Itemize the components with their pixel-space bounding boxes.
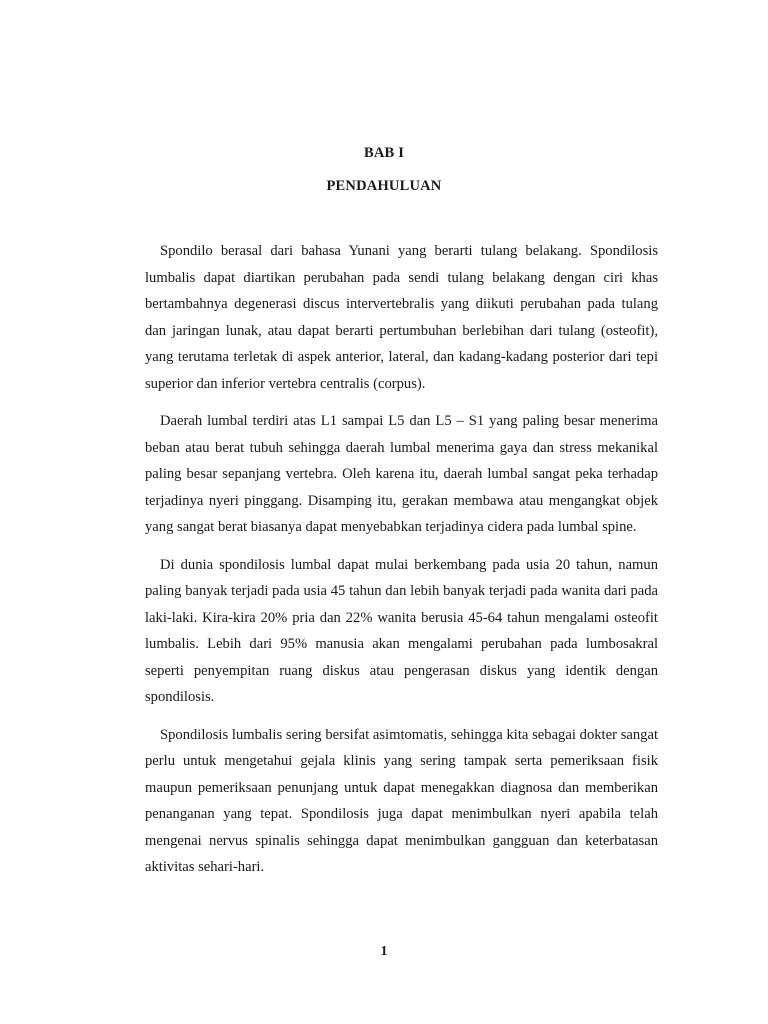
paragraph-4: Spondilosis lumbalis sering bersifat asimtomatis, sehingga kita sebagai dokter sangat perlu untuk mengetahui gejala klinis yang sering tampak serta pemeriksaan fisik maupun pemeriksaan penunjang untuk dapat menegakkan diagnosa dan memberikan penanganan yang tepat. Spondilosis juga dapat menimbulkan nyeri apabila telah mengenai nervus spinalis sehingga dapat menimbulkan gangguan dan keterbatasan aktivitas sehari-hari. <box>145 726 658 875</box>
paragraph-3: Di dunia spondilosis lumbal dapat mulai berkembang pada usia 20 tahun, namun paling banyak terjadi pada usia 45 tahun dan lebih banyak terjadi pada wanita dari pada laki-laki. Kira-kira 20% pria dan 22% wanita berusia 45-64 tahun mengalami osteofit lumbalis. Lebih dari 95% manusia akan mengalami perubahan pada lumbosakral seperti penyempitan ruang diskus atau pengerasan diskus yang identik dengan spondilosis. <box>145 556 658 705</box>
chapter-title: PENDAHULUAN <box>326 178 442 194</box>
page-number: 1 <box>380 944 388 959</box>
chapter-heading: BAB I <box>363 145 405 161</box>
paragraph-2: Daerah lumbal terdiri atas L1 sampai L5 dan L5 – S1 yang paling besar menerima beban atau berat tubuh sehingga daerah lumbal menerima gaya dan stress mekanikal paling besar sepanjang vertebra. Oleh karena itu, daerah lumbal sangat peka terhadap terjadinya nyeri pinggang. Disamping itu, gerakan membawa atau mengangkat objek yang sangat berat biasanya dapat menyebabkan terjadinya cidera pada lumbal spine. <box>145 413 658 535</box>
paragraph-1: Spondilo berasal dari bahasa Yunani yang berarti tulang belakang. Spondilosis lumbalis dapat diartikan perubahan pada sendi tulang belakang dengan ciri khas bertambahnya degenerasi discus intervertebralis yang diikuti perubahan pada tulang dan jaringan lunak, atau dapat berarti pertumbuhan berlebihan dari tulang (osteofit), yang terutama terletak di aspek anterior, lateral, dan kadang-kadang posterior dari tepi superior dan inferior vertebra centralis (corpus). <box>145 243 658 392</box>
body-text <box>145 238 658 892</box>
